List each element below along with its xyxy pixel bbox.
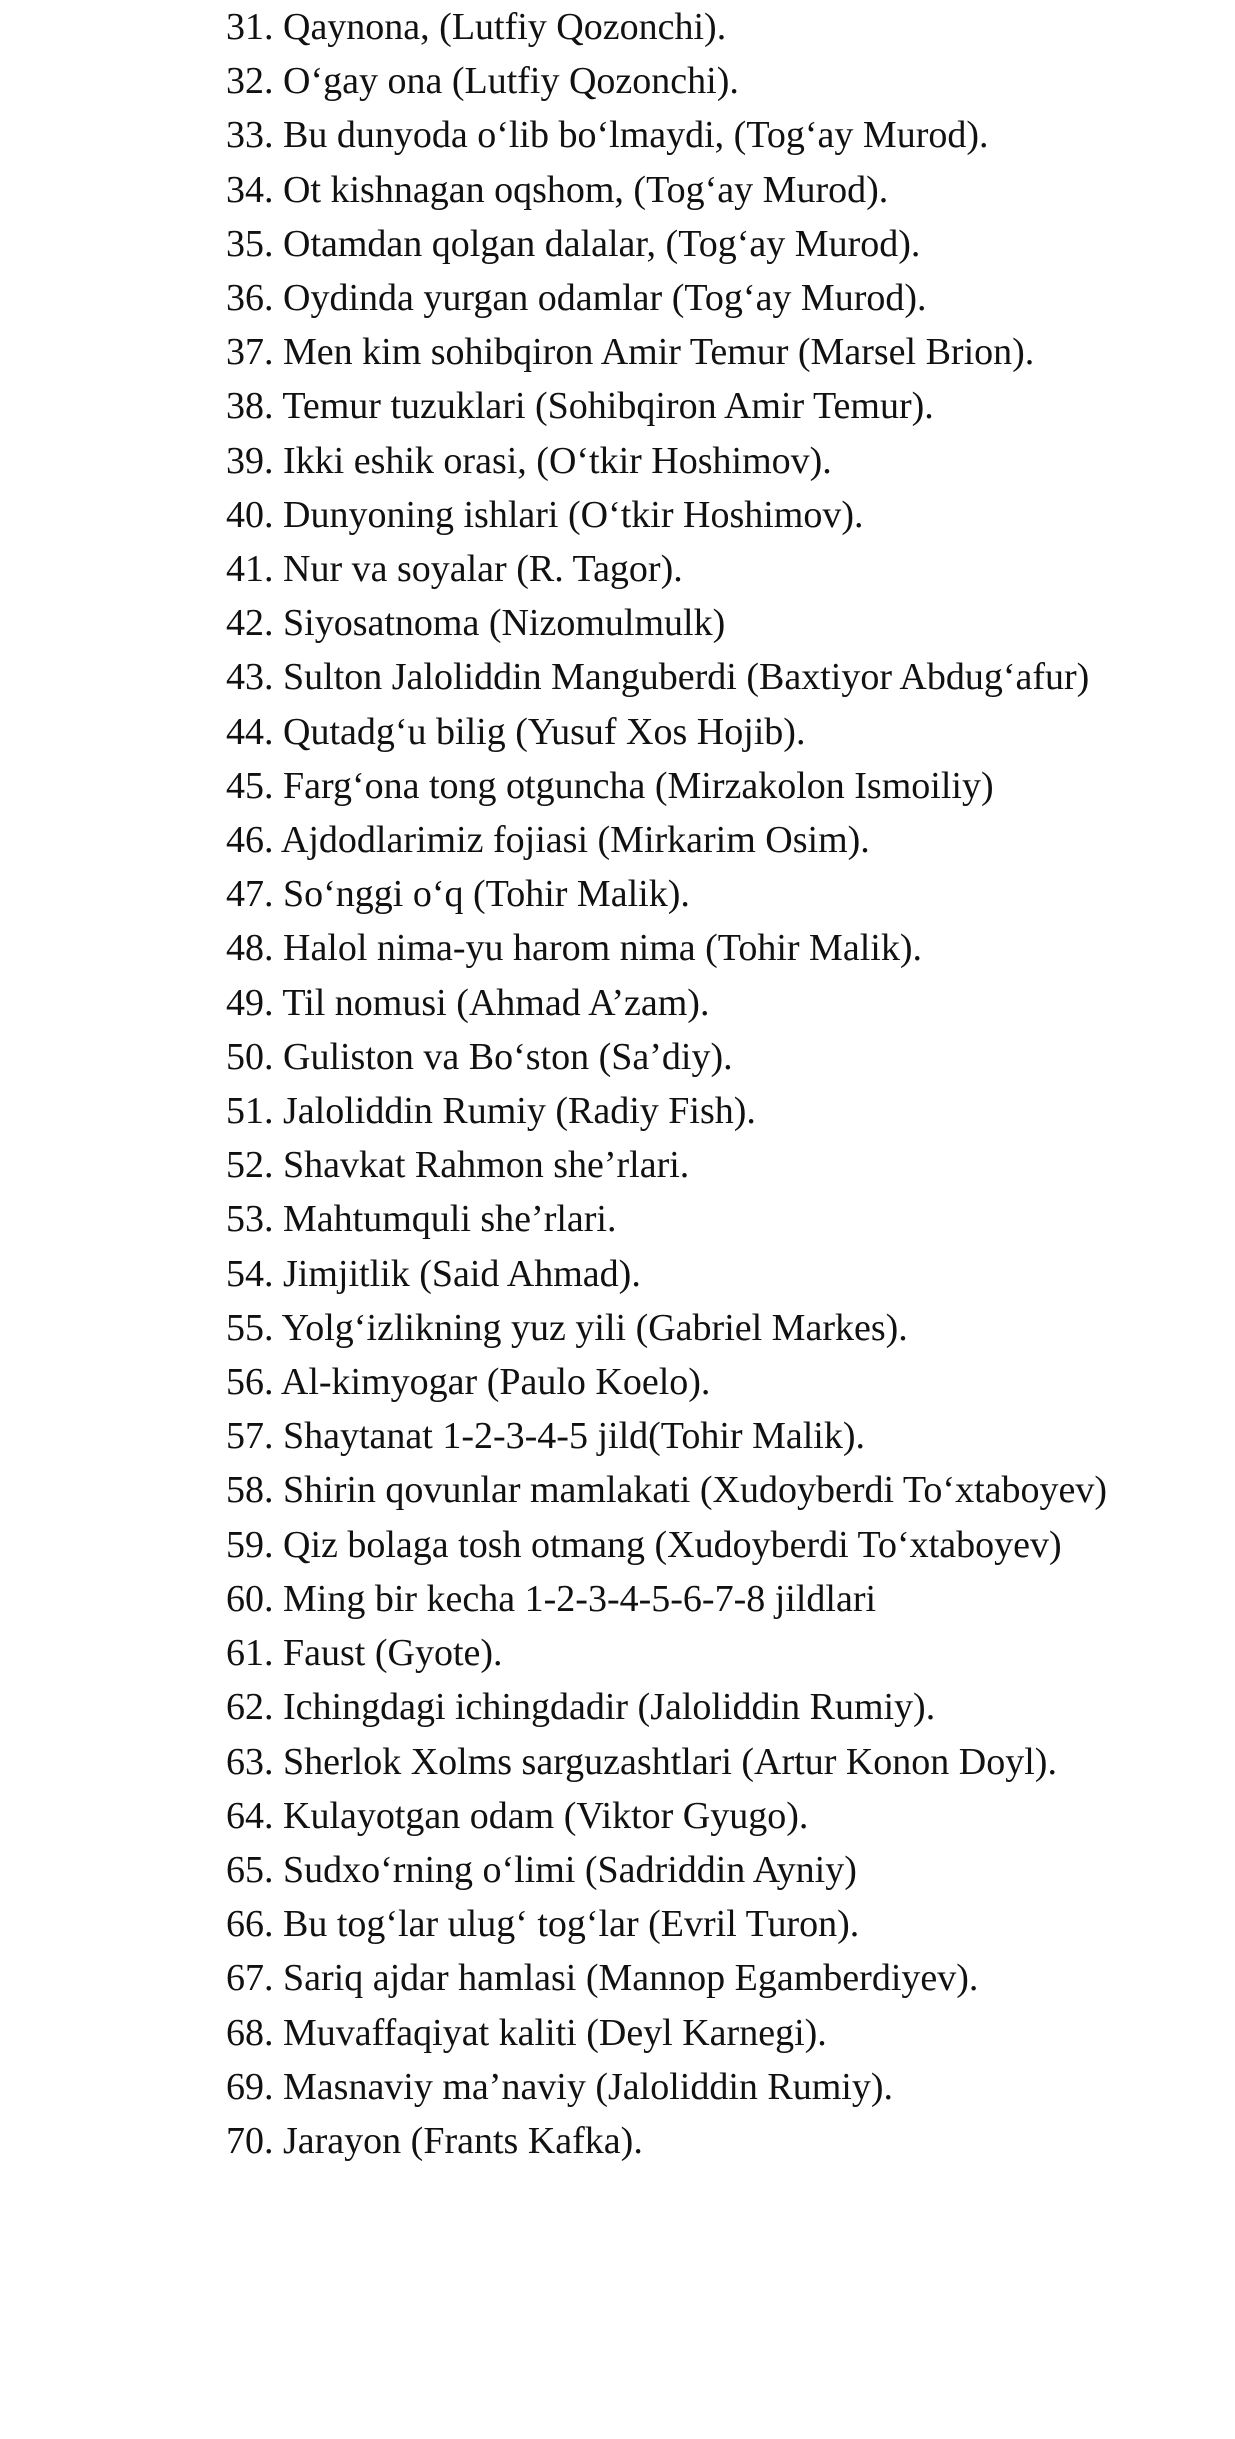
list-item: 58. Shirin qovunlar mamlakati (Xudoyberdi To‘xtaboyev) <box>226 1469 1108 1512</box>
list-item: 37. Men kim sohibqiron Amir Temur (Marsel Brion). <box>226 331 1035 374</box>
list-item: 49. Til nomusi (Ahmad A’zam). <box>226 981 710 1024</box>
list-item: 46. Ajdodlarimiz fojiasi (Mirkarim Osim). <box>226 819 870 862</box>
list-item: 65. Sudxo‘rning o‘limi (Sadriddin Ayniy) <box>226 1848 857 1891</box>
list-item: 36. Oydinda yurgan odamlar (Tog‘ay Murod). <box>226 277 927 320</box>
list-item: 42. Siyosatnoma (Nizomulmulk) <box>226 602 726 645</box>
list-item: 39. Ikki eshik orasi, (O‘tkir Hoshimov). <box>226 439 832 482</box>
list-item: 44. Qutadg‘u bilig (Yusuf Xos Hojib). <box>226 710 806 753</box>
list-item: 63. Sherlok Xolms sarguzashtlari (Artur Konon Doyl). <box>226 1740 1057 1783</box>
list-item: 53. Mahtumquli she’rlari. <box>226 1198 617 1241</box>
list-item: 61. Faust (Gyote). <box>226 1632 503 1675</box>
list-item: 47. So‘nggi o‘q (Tohir Malik). <box>226 873 690 916</box>
list-item: 38. Temur tuzuklari (Sohibqiron Amir Temur). <box>226 385 934 428</box>
list-item: 67. Sariq ajdar hamlasi (Mannop Egamberdiyev). <box>226 1957 979 2000</box>
list-item: 59. Qiz bolaga tosh otmang (Xudoyberdi To‘xtaboyev) <box>226 1523 1062 1566</box>
list-item: 57. Shaytanat 1-2-3-4-5 jild(Tohir Malik). <box>226 1415 865 1458</box>
list-item: 32. O‘gay ona (Lutfiy Qozonchi). <box>226 60 739 103</box>
list-item: 60. Ming bir kecha 1-2-3-4-5-6-7-8 jildlari <box>226 1577 877 1620</box>
list-item: 56. Al-kimyogar (Paulo Koelo). <box>226 1361 711 1404</box>
list-item: 64. Kulayotgan odam (Viktor Gyugo). <box>226 1794 809 1837</box>
list-item: 66. Bu tog‘lar ulug‘ tog‘lar (Evril Turon). <box>226 1903 860 1946</box>
list-item: 34. Ot kishnagan oqshom, (Tog‘ay Murod). <box>226 168 889 211</box>
list-item: 70. Jarayon (Frants Kafka). <box>226 2119 643 2162</box>
list-item: 52. Shavkat Rahmon she’rlari. <box>226 1144 690 1187</box>
list-item: 54. Jimjitlik (Said Ahmad). <box>226 1252 641 1295</box>
list-item: 41. Nur va soyalar (R. Tagor). <box>226 548 683 591</box>
list-item: 43. Sulton Jaloliddin Manguberdi (Baxtiyor Abdug‘afur) <box>226 656 1090 699</box>
list-item: 31. Qaynona, (Lutfiy Qozonchi). <box>226 6 727 48</box>
list-item: 40. Dunyoning ishlari (O‘tkir Hoshimov). <box>226 493 864 536</box>
book-list <box>152 0 1158 2168</box>
list-item: 35. Otamdan qolgan dalalar, (Tog‘ay Murod). <box>226 222 921 265</box>
list-item: 51. Jaloliddin Rumiy (Radiy Fish). <box>226 1090 756 1133</box>
list-item: 45. Farg‘ona tong otguncha (Mirzakolon Ismoiliy) <box>226 764 994 807</box>
list-item: 62. Ichingdagi ichingdadir (Jaloliddin Rumiy). <box>226 1686 936 1729</box>
list-item: 48. Halol nima-yu harom nima (Tohir Malik). <box>226 927 922 970</box>
list-item: 50. Guliston va Bo‘ston (Sa’diy). <box>226 1035 733 1078</box>
list-item: 68. Muvaffaqiyat kaliti (Deyl Karnegi). <box>226 2011 827 2054</box>
list-item: 55. Yolg‘izlikning yuz yili (Gabriel Markes). <box>226 1306 908 1349</box>
list-item: 33. Bu dunyoda o‘lib bo‘lmaydi, (Tog‘ay Murod). <box>226 114 989 157</box>
list-item: 69. Masnaviy ma’naviy (Jaloliddin Rumiy). <box>226 2065 894 2108</box>
